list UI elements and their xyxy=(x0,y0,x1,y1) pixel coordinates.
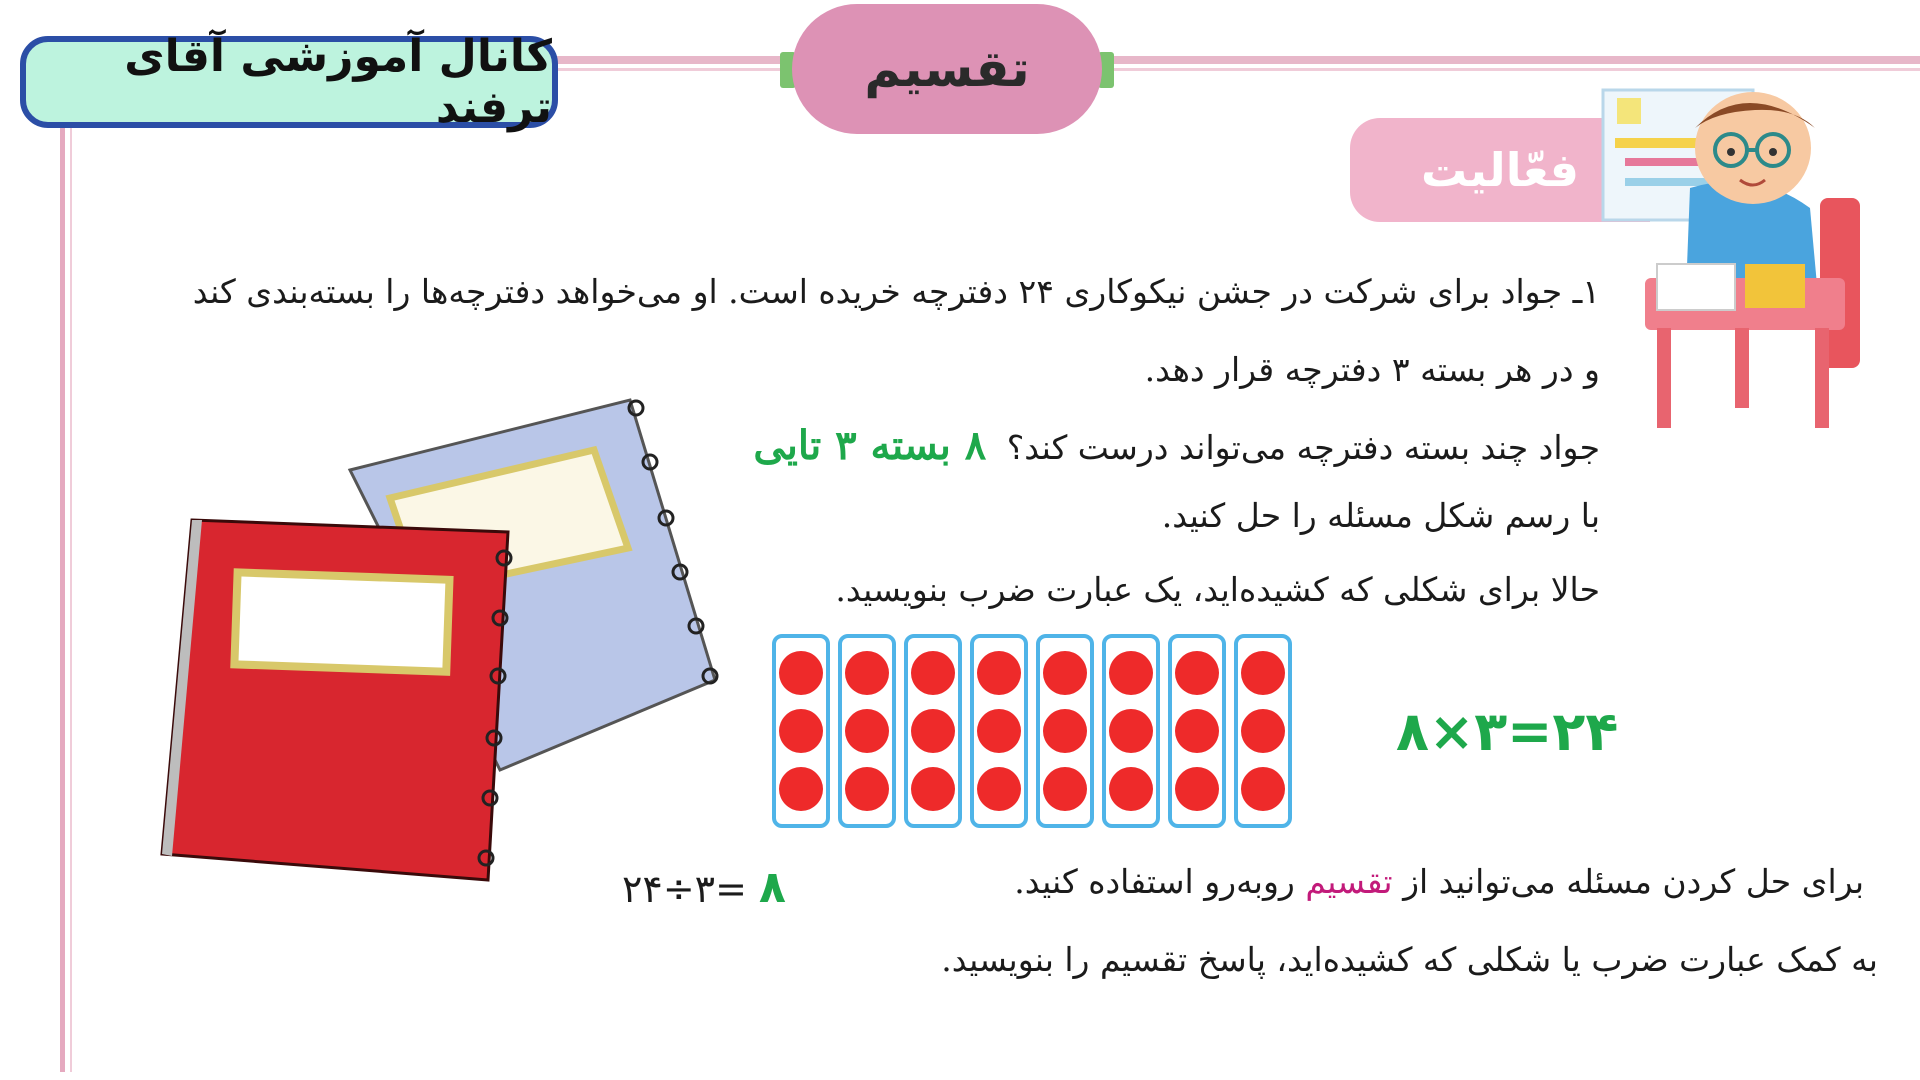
red-dot xyxy=(1175,767,1219,811)
red-dot xyxy=(1109,767,1153,811)
red-dot xyxy=(1241,651,1285,695)
red-dot xyxy=(779,767,823,811)
dot-group xyxy=(1168,634,1226,828)
problem-line-2: و در هر بسته ۳ دفترچه قرار دهد. xyxy=(1144,350,1600,389)
red-dot xyxy=(977,709,1021,753)
red-dot xyxy=(845,651,889,695)
red-dot xyxy=(1043,709,1087,753)
final-instruction: به کمک عبارت ضرب یا شکلی که کشیده‌اید، پاسخ تقسیم را بنویسید. xyxy=(941,940,1878,979)
division-intro-after: روبه‌رو استفاده کنید. xyxy=(1014,862,1295,901)
red-dot xyxy=(911,709,955,753)
red-dot xyxy=(977,651,1021,695)
multiply-instruction: حالا برای شکلی که کشیده‌اید، یک عبارت ضرب بنویسید. xyxy=(835,570,1600,609)
dot-group xyxy=(1234,634,1292,828)
red-dot xyxy=(1109,651,1153,695)
red-dot xyxy=(911,767,955,811)
red-dot xyxy=(977,767,1021,811)
dot-group xyxy=(904,634,962,828)
division-intro xyxy=(1014,862,1864,901)
dot-group xyxy=(970,634,1028,828)
frame-left-border xyxy=(60,128,65,1072)
dot-group xyxy=(838,634,896,828)
red-dot xyxy=(779,651,823,695)
red-dot xyxy=(845,767,889,811)
problem-line-1: ۱ـ جواد برای شرکت در جشن نیکوکاری ۲۴ دفترچه خریده است. او می‌خواهد دفترچه‌ها را بسته‌بندی کند xyxy=(192,272,1600,311)
notebooks-illustration xyxy=(150,380,740,890)
red-dot xyxy=(1175,709,1219,753)
activity-label: فعّالیت xyxy=(1420,143,1580,197)
draw-instruction: با رسم شکل مسئله را حل کنید. xyxy=(1161,496,1600,535)
lesson-title-pill xyxy=(792,4,1102,134)
problem-answer: ۸ بسته ۳ تایی xyxy=(753,422,987,469)
division-expression: ۲۴÷۳= xyxy=(622,867,747,911)
red-dot xyxy=(1241,767,1285,811)
division-word: تقسیم xyxy=(1305,862,1393,901)
problem-question-row xyxy=(753,422,1600,469)
dot-group xyxy=(772,634,830,828)
frame-left-border-thin xyxy=(70,128,72,1072)
red-dot xyxy=(911,651,955,695)
channel-badge xyxy=(20,31,558,133)
boy-at-desk-illustration xyxy=(1595,88,1885,443)
red-dot xyxy=(779,709,823,753)
division-intro-before: برای حل کردن مسئله می‌توانید از xyxy=(1403,862,1864,901)
red-dot xyxy=(1241,709,1285,753)
lesson-title: تقسیم xyxy=(864,40,1030,98)
red-dot xyxy=(1175,651,1219,695)
multiply-expression: ۸×۳=۲۴ xyxy=(1396,700,1619,763)
dot-grid-figure xyxy=(772,634,1292,828)
problem-question: جواد چند بسته دفترچه می‌تواند درست کند؟ xyxy=(1006,428,1600,467)
dot-group xyxy=(1102,634,1160,828)
channel-name: کانال آموزشی آقای ترفند xyxy=(124,31,552,133)
red-dot xyxy=(1043,767,1087,811)
red-dot xyxy=(1043,651,1087,695)
red-notebook-icon xyxy=(162,520,511,880)
red-dot xyxy=(845,709,889,753)
division-expression-row xyxy=(622,862,786,913)
dot-group xyxy=(1036,634,1094,828)
red-dot xyxy=(1109,709,1153,753)
division-answer: ۸ xyxy=(759,862,786,913)
